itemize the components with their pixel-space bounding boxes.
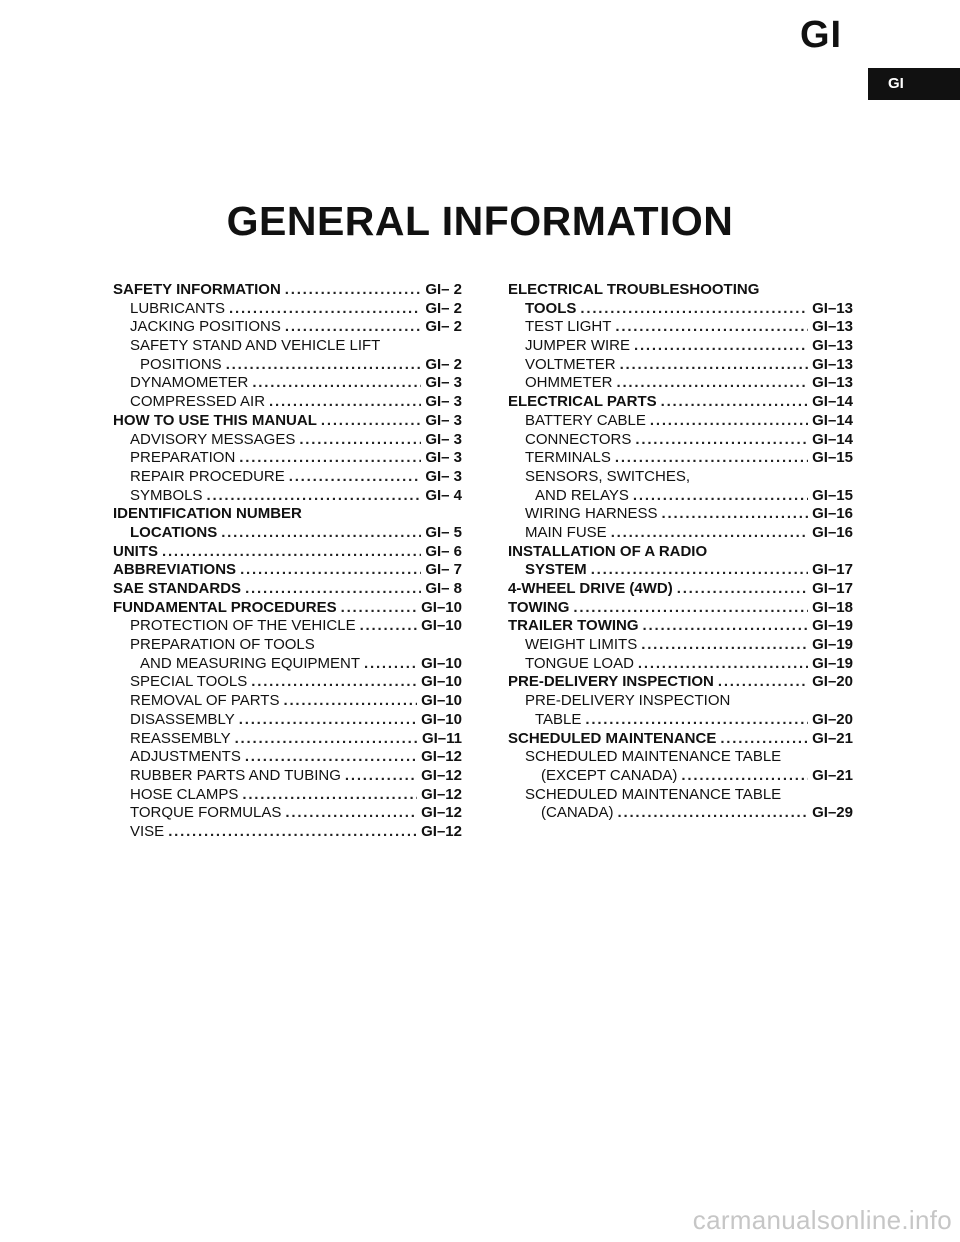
toc-entry-page: GI– 2 [425, 318, 462, 336]
toc-entry-label: BATTERY CABLE [525, 411, 646, 429]
toc-entry-page: GI– 4 [425, 486, 462, 504]
toc-entry[interactable] [113, 300, 462, 319]
toc-leader-dots [662, 505, 809, 524]
toc-entry[interactable] [113, 804, 462, 823]
toc-entry[interactable] [113, 524, 462, 543]
toc-entry-label: REASSEMBLY [130, 729, 231, 747]
toc-leader-dots [245, 580, 421, 599]
toc-leader-dots [718, 673, 808, 692]
toc-entry-page: GI– 2 [425, 281, 462, 298]
toc-entry-page: GI–12 [421, 766, 462, 784]
toc-entry [508, 692, 853, 711]
toc-entry[interactable] [113, 655, 462, 674]
toc-entry[interactable] [508, 505, 853, 524]
toc-entry-label: DISASSEMBLY [130, 710, 235, 728]
toc-entry [508, 281, 853, 300]
toc-entry-page: GI–12 [421, 785, 462, 803]
toc-entry-label: SCHEDULED MAINTENANCE TABLE [525, 748, 782, 766]
toc-entry[interactable] [113, 748, 462, 767]
toc-entry-page: GI– 3 [425, 393, 462, 411]
toc-entry-label: SCHEDULED MAINTENANCE [508, 729, 717, 747]
toc-entry-page: GI–10 [421, 692, 462, 710]
toc-leader-dots [239, 449, 421, 468]
toc-leader-dots [168, 823, 417, 842]
toc-entry-page: GI–12 [421, 804, 462, 822]
toc-leader-dots [251, 673, 417, 692]
toc-entry-page: GI–14 [812, 430, 853, 448]
toc-leader-dots [226, 356, 422, 375]
toc-entry-page: GI–13 [812, 374, 853, 392]
toc-entry-page: GI– 7 [425, 561, 462, 579]
toc-entry-page: GI– 3 [425, 467, 462, 485]
toc-entry-label: TRAILER TOWING [508, 617, 639, 635]
toc-entry-page: GI–16 [812, 505, 853, 523]
toc-leader-dots [580, 300, 808, 319]
toc-entry[interactable] [113, 823, 462, 842]
toc-leader-dots [635, 431, 808, 450]
toc-entry-page: GI–10 [421, 598, 462, 616]
toc-entry-page: GI–17 [812, 561, 853, 579]
toc-leader-dots [245, 748, 417, 767]
toc-entry [508, 748, 853, 767]
toc-entry[interactable] [508, 804, 853, 823]
toc-entry[interactable] [113, 730, 462, 749]
toc-leader-dots [611, 524, 808, 543]
toc-entry-label: WIRING HARNESS [525, 505, 658, 523]
page-title: GENERAL INFORMATION [226, 198, 734, 244]
toc-leader-dots [229, 300, 421, 319]
toc-entry-label: ELECTRICAL PARTS [508, 393, 657, 411]
toc-entry-label: CONNECTORS [525, 430, 632, 448]
toc-entry-page: GI–19 [812, 636, 853, 654]
toc-entry-page: GI–10 [421, 710, 462, 728]
toc-entry[interactable] [508, 393, 853, 412]
toc-entry-page: GI–13 [812, 337, 853, 355]
toc-entry-label: PREPARATION OF TOOLS [130, 636, 315, 654]
toc-entry-label: TABLE [535, 710, 582, 728]
toc-entry[interactable] [508, 524, 853, 543]
toc-entry-label: JUMPER WIRE [525, 337, 630, 355]
toc-leader-dots [252, 374, 421, 393]
toc-entry[interactable] [113, 356, 462, 375]
toc-leader-dots [235, 730, 418, 749]
toc-entry-label: PRE-DELIVERY INSPECTION [508, 673, 714, 691]
toc-entry-label: FUNDAMENTAL PROCEDURES [113, 598, 337, 616]
toc-leader-dots [239, 711, 417, 730]
toc-entry[interactable] [508, 300, 853, 319]
toc-entry[interactable] [508, 767, 853, 786]
toc-entry-label: OHMMETER [525, 374, 613, 392]
toc-entry[interactable] [508, 636, 853, 655]
toc-entry-label: PREPARATION [130, 449, 236, 467]
toc-leader-dots [618, 804, 809, 823]
toc-leader-dots [617, 374, 809, 393]
toc-entry[interactable] [508, 431, 853, 450]
toc-leader-dots [240, 561, 421, 580]
toc-entry [113, 505, 462, 524]
toc-entry-page: GI–10 [421, 617, 462, 635]
toc-entry-page: GI– 5 [425, 523, 462, 541]
toc-leader-dots [321, 412, 421, 431]
toc-entry[interactable] [508, 337, 853, 356]
toc-entry-page: GI–12 [421, 822, 462, 840]
toc-entry-label: SAFETY INFORMATION [113, 281, 281, 298]
toc-entry-label: TONGUE LOAD [525, 654, 634, 672]
toc-entry-label: HOSE CLAMPS [130, 785, 239, 803]
toc-leader-dots [283, 692, 417, 711]
toc-leader-dots [681, 767, 808, 786]
toc-entry-page: GI– 3 [425, 430, 462, 448]
toc-entry-page: GI–20 [812, 710, 853, 728]
toc-entry[interactable] [508, 449, 853, 468]
toc-entry-label: REPAIR PROCEDURE [130, 467, 285, 485]
toc-entry [113, 636, 462, 655]
toc-entry-label: 4-WHEEL DRIVE (4WD) [508, 580, 673, 597]
toc-entry[interactable] [113, 580, 462, 599]
toc-leader-dots [638, 655, 808, 674]
toc-entry-label: POSITIONS [140, 355, 222, 373]
toc-entry[interactable] [113, 561, 462, 580]
toc-entry[interactable] [508, 487, 853, 506]
toc-entry-label: HOW TO USE THIS MANUAL [113, 411, 317, 429]
toc-entry-label: WEIGHT LIMITS [525, 636, 638, 654]
toc-entry [508, 468, 853, 487]
toc-entry [113, 337, 462, 356]
toc-entry-label: UNITS [113, 542, 158, 560]
toc-entry-label: TEST LIGHT [525, 318, 612, 336]
section-tab[interactable]: GI [868, 68, 960, 100]
toc-leader-dots [634, 337, 808, 356]
toc-leader-dots [221, 524, 421, 543]
toc-entry-page: GI–20 [812, 673, 853, 691]
toc-entry-page: GI–14 [812, 393, 853, 411]
toc-entry[interactable] [508, 673, 853, 692]
toc-leader-dots [299, 431, 421, 450]
toc-entry-page: GI–13 [812, 299, 853, 317]
toc-entry [508, 543, 853, 562]
toc-right-column [508, 281, 853, 823]
toc-entry[interactable] [113, 543, 462, 562]
toc-leader-dots [162, 543, 421, 562]
toc-entry-page: GI–21 [812, 766, 853, 784]
toc-entry-label: ELECTRICAL TROUBLESHOOTING [508, 281, 760, 298]
toc-entry-page: GI–21 [812, 729, 853, 747]
toc-entry-page: GI–14 [812, 411, 853, 429]
toc-leader-dots [345, 767, 417, 786]
toc-entry-page: GI–29 [812, 804, 853, 822]
toc-entry [508, 786, 853, 805]
toc-entry-page: GI–19 [812, 617, 853, 635]
toc-entry[interactable] [113, 412, 462, 431]
toc-entry[interactable] [508, 318, 853, 337]
toc-entry[interactable] [113, 281, 462, 300]
toc-leader-dots [585, 711, 808, 730]
toc-entry[interactable] [113, 374, 462, 393]
toc-entry[interactable] [113, 449, 462, 468]
toc-entry-page: GI–10 [421, 654, 462, 672]
toc-entry-page: GI– 3 [425, 449, 462, 467]
toc-entry-page: GI–15 [812, 449, 853, 467]
toc-leader-dots [364, 655, 417, 674]
toc-entry-label: INSTALLATION OF A RADIO [508, 542, 708, 560]
toc-left-column [113, 281, 462, 842]
toc-entry-label: PROTECTION OF THE VEHICLE [130, 617, 356, 635]
toc-entry[interactable] [113, 711, 462, 730]
toc-entry-label: REMOVAL OF PARTS [130, 692, 280, 710]
toc-entry-label: TORQUE FORMULAS [130, 804, 282, 822]
toc-entry-page: GI–12 [421, 748, 462, 766]
toc-entry[interactable] [113, 468, 462, 487]
toc-leader-dots [285, 804, 417, 823]
toc-entry-label: IDENTIFICATION NUMBER [113, 505, 302, 523]
toc-entry-label: AND RELAYS [535, 486, 629, 504]
toc-entry[interactable] [508, 412, 853, 431]
toc-entry-label: LOCATIONS [130, 523, 218, 541]
toc-entry-label: DYNAMOMETER [130, 374, 249, 392]
toc-entry[interactable] [113, 318, 462, 337]
toc-entry-page: GI– 2 [425, 355, 462, 373]
toc-leader-dots [341, 599, 418, 618]
toc-leader-dots [641, 636, 808, 655]
toc-entry[interactable] [113, 393, 462, 412]
toc-entry[interactable] [508, 599, 853, 618]
toc-entry-label: SPECIAL TOOLS [130, 673, 248, 691]
toc-entry[interactable] [508, 655, 853, 674]
toc-entry-label: TERMINALS [525, 449, 611, 467]
toc-leader-dots [650, 412, 808, 431]
toc-entry-label: SAE STANDARDS [113, 580, 242, 597]
toc-entry-page: GI–15 [812, 486, 853, 504]
toc-entry-label: TOWING [508, 598, 570, 616]
toc-entry[interactable] [508, 374, 853, 393]
toc-entry-page: GI–18 [812, 598, 853, 616]
toc-entry[interactable] [508, 561, 853, 580]
toc-entry[interactable] [113, 487, 462, 506]
toc-leader-dots [573, 599, 808, 618]
toc-entry[interactable] [113, 786, 462, 805]
toc-leader-dots [633, 487, 808, 506]
toc-entry-label: SAFETY STAND AND VEHICLE LIFT [130, 337, 381, 355]
toc-entry[interactable] [113, 767, 462, 786]
toc-leader-dots [620, 356, 809, 375]
toc-entry-label: TOOLS [525, 299, 577, 317]
toc-entry-label: PRE-DELIVERY INSPECTION [525, 692, 731, 710]
toc-entry-label: SYSTEM [525, 561, 587, 579]
toc-entry[interactable] [508, 617, 853, 636]
section-code: GI [800, 14, 843, 56]
toc-entry-label: SCHEDULED MAINTENANCE TABLE [525, 785, 782, 803]
toc-entry-label: (CANADA) [541, 804, 614, 822]
toc-entry-page: GI–19 [812, 654, 853, 672]
toc-entry-page: GI–13 [812, 355, 853, 373]
toc-entry-label: VOLTMETER [525, 355, 616, 373]
toc-entry[interactable] [113, 617, 462, 636]
toc-leader-dots [591, 561, 808, 580]
toc-entry[interactable] [113, 431, 462, 450]
toc-leader-dots [242, 786, 417, 805]
toc-entry-label: VISE [130, 822, 165, 840]
toc-leader-dots [285, 318, 421, 337]
toc-entry-page: GI– 6 [425, 542, 462, 560]
toc-entry-page: GI– 3 [425, 411, 462, 429]
toc-entry-label: SYMBOLS [130, 486, 203, 504]
toc-entry-page: GI– 3 [425, 374, 462, 392]
toc-entry-label: ADVISORY MESSAGES [130, 430, 296, 448]
toc-entry-label: RUBBER PARTS AND TUBING [130, 766, 341, 784]
toc-entry-label: ADJUSTMENTS [130, 748, 241, 766]
toc-entry[interactable] [508, 711, 853, 730]
toc-entry[interactable] [508, 580, 853, 599]
toc-entry-page: GI–13 [812, 318, 853, 336]
toc-entry[interactable] [113, 692, 462, 711]
toc-entry-label: MAIN FUSE [525, 523, 607, 541]
toc-leader-dots [661, 393, 809, 412]
toc-leader-dots [677, 580, 808, 599]
toc-entry-label: AND MEASURING EQUIPMENT [140, 654, 361, 672]
toc-entry-label: SENSORS, SWITCHES, [525, 467, 691, 485]
toc-entry-page: GI–16 [812, 523, 853, 541]
toc-leader-dots [360, 617, 418, 636]
toc-entry[interactable] [508, 356, 853, 375]
toc-entry-label: COMPRESSED AIR [130, 393, 266, 411]
toc-entry-page: GI–11 [421, 729, 462, 747]
watermark: carmanualsonline.info [692, 1205, 952, 1235]
toc-entry-page: GI–10 [421, 673, 462, 691]
toc-entry-label: JACKING POSITIONS [130, 318, 281, 336]
toc-leader-dots [207, 487, 422, 506]
toc-entry[interactable] [113, 599, 462, 618]
toc-leader-dots [615, 318, 808, 337]
toc-leader-dots [615, 449, 808, 468]
toc-entry-page: GI– 8 [425, 580, 462, 597]
toc-leader-dots [720, 730, 808, 749]
toc-entry[interactable] [508, 730, 853, 749]
toc-leader-dots [289, 468, 422, 487]
toc-entry-label: LUBRICANTS [130, 299, 226, 317]
toc-entry[interactable] [113, 673, 462, 692]
toc-entry-label: (EXCEPT CANADA) [541, 766, 678, 784]
toc-leader-dots [269, 393, 421, 412]
toc-leader-dots [285, 281, 422, 300]
toc-entry-page: GI–17 [812, 580, 853, 597]
toc-leader-dots [643, 617, 809, 636]
toc-entry-page: GI– 2 [425, 299, 462, 317]
toc-entry-label: ABBREVIATIONS [113, 561, 237, 579]
